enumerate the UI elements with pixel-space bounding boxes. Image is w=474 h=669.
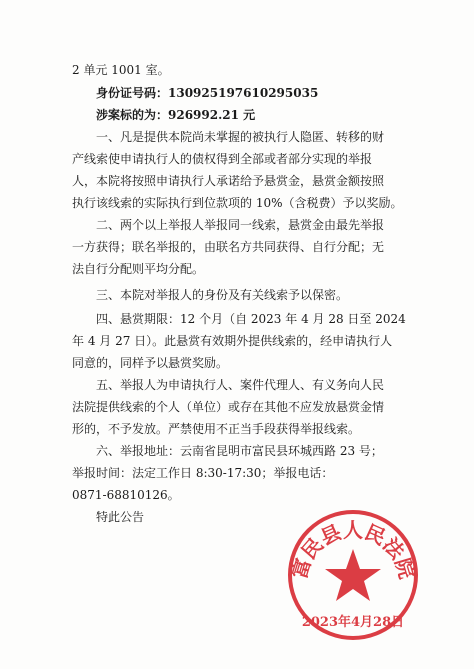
clause-1-line-3: 人，本院将按照申请执行人承诺给予悬赏金，悬赏金额按照 bbox=[72, 174, 385, 188]
clause-2-line-3: 法自行分配则平均分配。 bbox=[72, 262, 205, 276]
clause-2-line-1: 二、两个以上举报人举报同一线索，悬赏金由最先举报 bbox=[96, 218, 385, 232]
seal-date: 2023年4月28日 bbox=[301, 615, 405, 630]
seal-star-icon bbox=[325, 549, 381, 601]
clause-4-line-3: 同意的，同样予以悬赏奖励。 bbox=[72, 356, 229, 370]
clause-2-line-2: 一方获得；联名举报的，由联名方共同获得、自行分配；无 bbox=[72, 240, 385, 254]
clause-5-line-2: 法院提供线索的个人（单位）或存在其他不应发放悬赏金情 bbox=[72, 400, 385, 414]
clause-4-line-1: 四、悬赏期限：12 个月（自 2023 年 4 月 28 日至 2024 bbox=[96, 312, 406, 326]
case-amount-line: 涉案标的为：926992.21 元 bbox=[96, 108, 256, 122]
clause-1-line-4: 执行该线索的实际执行到位款项的 10%（含税费）予以奖励。 bbox=[72, 196, 403, 210]
clause-4-line-2: 年 4 月 27 日）。此悬赏有效期外提供线索的，经申请执行人 bbox=[72, 334, 393, 348]
clause-6-line-2: 举报时间：法定工作日 8:30-17:30；举报电话： bbox=[72, 466, 334, 480]
clause-5-line-1: 五、举报人为申请执行人、案件代理人、有义务向人民 bbox=[96, 378, 385, 392]
clause-1-line-2: 产线索使申请执行人的债权得到全部或者部分实现的举报 bbox=[72, 152, 373, 166]
clause-6-line-1: 六、举报地址：云南省昆明市富民县环城西路 23 号； bbox=[96, 444, 383, 458]
clause-6-line-3: 0871-68810126。 bbox=[72, 488, 180, 502]
seal-name-text: 富民县人民法院 bbox=[286, 518, 420, 582]
address-continuation: 2 单元 1001 室。 bbox=[72, 63, 170, 77]
clause-1-line-1: 一、凡是提供本院尚未掌握的被执行人隐匿、转移的财 bbox=[96, 130, 385, 144]
court-seal bbox=[284, 506, 422, 644]
clause-5-line-3: 形的，不予发放。严禁使用不正当手段获得举报线索。 bbox=[72, 422, 361, 436]
closing-text: 特此公告 bbox=[96, 510, 145, 524]
id-number-line: 身份证号码：130925197610295035 bbox=[96, 86, 319, 100]
clause-3-line-1: 三、本院对举报人的身份及有关线索予以保密。 bbox=[96, 288, 349, 302]
